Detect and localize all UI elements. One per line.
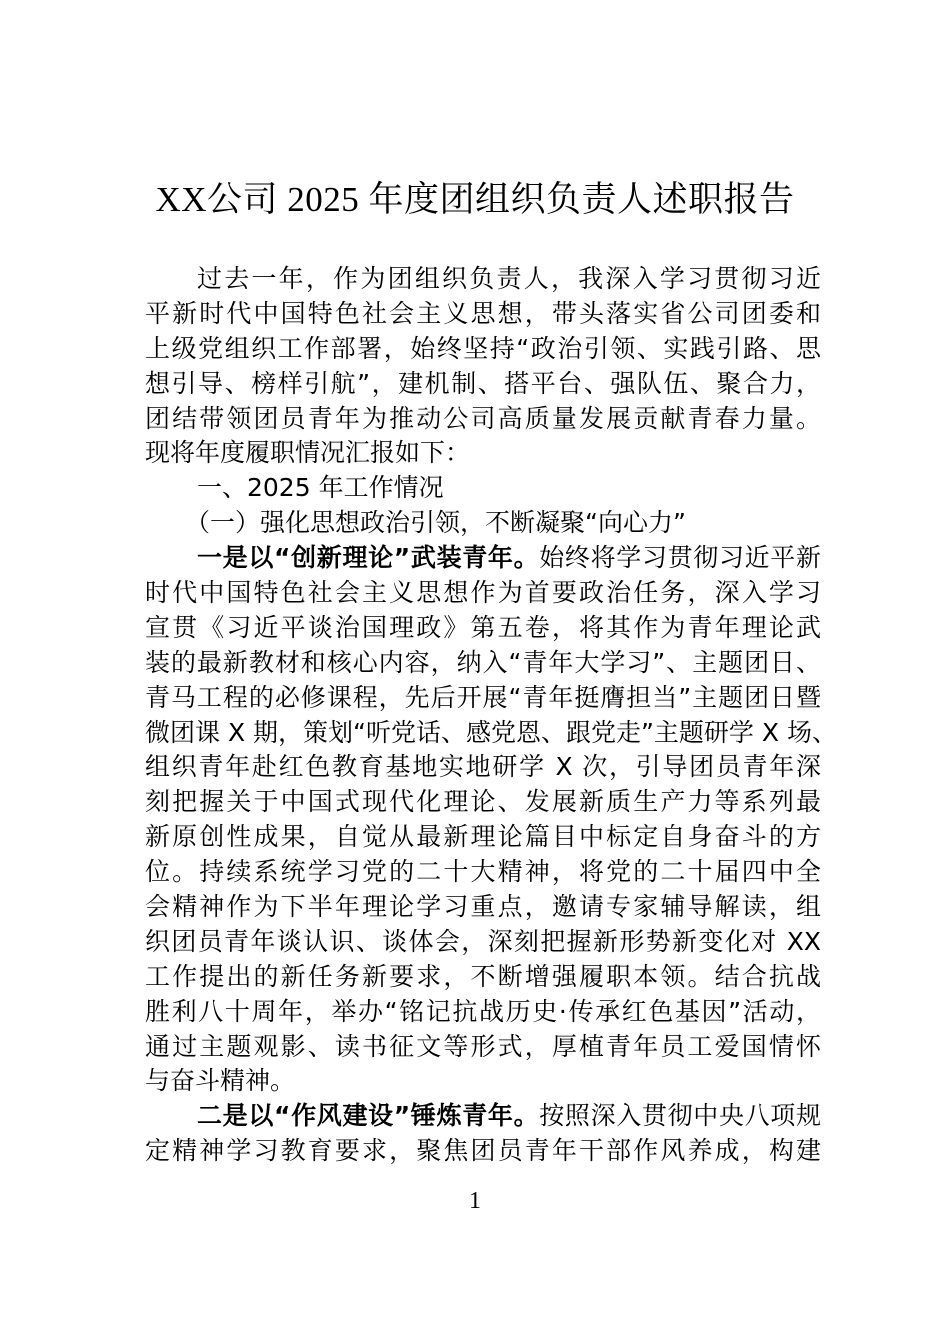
text-line: 想引导、榜样引航”，建机制、搭平台、强队伍、聚合力， bbox=[145, 368, 821, 398]
document-title: XX公司 2025 年度团组织负责人述职报告 bbox=[155, 180, 795, 219]
text-line: 组织青年赴红色教育基地实地研学 X 次，引导团员青年深 bbox=[145, 752, 821, 782]
text-line: 会精神作为下半年理论学习重点，邀请专家辅导解读，组 bbox=[145, 892, 821, 922]
text-line bbox=[145, 1099, 821, 1134]
text-line: 过去一年，作为团组织负责人，我深入学习贯彻习近 bbox=[197, 264, 821, 293]
paragraph-2 bbox=[145, 1099, 821, 1169]
text-line: 时代中国特色社会主义思想作为首要政治任务，深入学习 bbox=[145, 578, 821, 608]
text-line: 位。持续系统学习党的二十大精神，将党的二十届四中全 bbox=[145, 857, 821, 887]
text-line: 团结带领团员青年为推动公司高质量发展贡献青春力量。 bbox=[145, 403, 821, 433]
page-number: 1 bbox=[469, 1188, 481, 1214]
text-line: 织团员青年谈认识、谈体会，深刻把握新形势新变化对 XX bbox=[145, 926, 821, 956]
text-run: 按照深入贯彻中央八项规 bbox=[539, 1101, 821, 1131]
text-line: 装的最新教材和核心内容，纳入“青年大学习”、主题团日、 bbox=[145, 647, 821, 677]
text-line: 微团课 X 期，策划“听党话、感党恩、跟党走”主题研学 X 场、 bbox=[145, 717, 837, 747]
text-line: 平新时代中国特色社会主义思想，带头落实省公司团委和 bbox=[145, 298, 821, 328]
paragraph-1 bbox=[145, 541, 837, 1099]
text-line: 工作提出的新任务新要求，不断增强履职本领。结合抗战 bbox=[145, 961, 821, 991]
text-line: 胜利八十周年，举办“铭记抗战历史·传承红色基因”活动， bbox=[145, 996, 821, 1026]
intro-paragraph bbox=[145, 262, 821, 471]
text-line bbox=[145, 541, 821, 576]
text-line: 通过主题观影、读书征文等形式，厚植青年员工爱国情怀 bbox=[145, 1031, 821, 1061]
text-line: 青马工程的必修课程，先后开展“青年挺膺担当”主题团日暨 bbox=[145, 682, 821, 712]
subsection-heading: （一）强化思想政治引领，不断凝聚“向心力” bbox=[185, 508, 686, 538]
paragraph-lead: 一是以“创新理论”武装青年。 bbox=[197, 543, 540, 573]
text-line: 现将年度履职情况汇报如下： bbox=[145, 438, 471, 468]
text-line: 与奋斗精神。 bbox=[145, 1066, 296, 1096]
text-run: 始终将学习贯彻习近平新 bbox=[539, 543, 821, 573]
text-line: 新原创性成果，自觉从最新理论篇目中标定自身奋斗的方 bbox=[145, 822, 821, 852]
text-line: 宣贯《习近平谈治国理政》第五卷，将其作为青年理论武 bbox=[145, 612, 821, 642]
text-line: 定精神学习教育要求，聚焦团员青年干部作风养成，构建 bbox=[145, 1136, 821, 1166]
document-body bbox=[145, 262, 837, 1169]
section-heading: 一、2025 年工作情况 bbox=[197, 473, 444, 503]
text-line: 上级党组织工作部署，始终坚持“政治引领、实践引路、思 bbox=[145, 333, 821, 363]
paragraph-lead: 二是以“作风建设”锤炼青年。 bbox=[197, 1101, 540, 1131]
text-line: 刻把握关于中国式现代化理论、发展新质生产力等系列最 bbox=[145, 787, 821, 817]
